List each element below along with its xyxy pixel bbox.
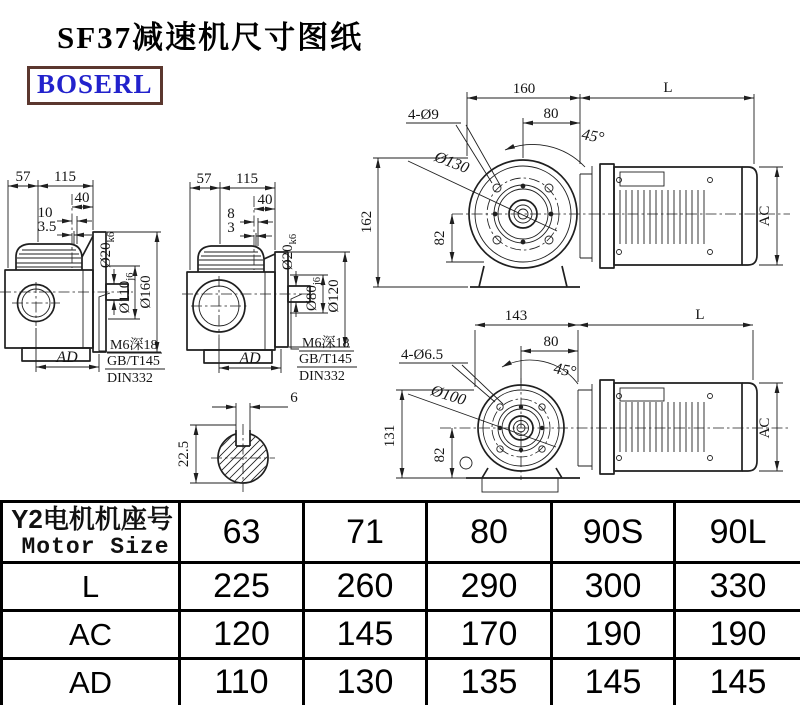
dim-40: 40 — [74, 190, 90, 206]
view-top-right — [359, 80, 790, 287]
table-row-L — [2, 563, 800, 611]
header-en: Motor Size — [21, 534, 170, 560]
row-label-L: L — [2, 563, 180, 611]
cell-AC-80: 170 — [427, 611, 552, 659]
dim-3-5: 3.5 — [37, 219, 57, 235]
cell-AD-90l: 145 — [675, 659, 800, 705]
dim-bolt-circle: Ø100 — [428, 382, 468, 410]
dim-bolt-circle: Ø130 — [431, 148, 472, 178]
dim-115: 115 — [236, 171, 258, 187]
view-middle-side — [182, 171, 357, 384]
cell-AC-63: 120 — [180, 611, 304, 659]
motor-size-table — [0, 500, 800, 705]
dim-40: 40 — [257, 192, 273, 208]
page-title: SF37减速机尺寸图纸 — [57, 20, 364, 55]
dim-143: 143 — [504, 308, 528, 324]
dim-160: 160 — [512, 81, 536, 97]
cell-AC-90s: 190 — [552, 611, 675, 659]
col-71: 71 — [304, 502, 427, 563]
dim-80: 80 — [543, 334, 559, 350]
view-left-side — [0, 169, 165, 386]
cell-L-80: 290 — [427, 563, 552, 611]
table-row-AC — [2, 611, 800, 659]
cell-AD-71: 130 — [304, 659, 427, 705]
cell-AC-71: 145 — [304, 611, 427, 659]
dim-ac: AC — [757, 205, 773, 227]
dim-angle: 45° — [552, 360, 578, 381]
note-std1: GB/T145 — [107, 354, 160, 369]
col-80: 80 — [427, 502, 552, 563]
row-label-AD: AD — [2, 659, 180, 705]
header-cn: Y2电机机座号 — [11, 504, 173, 534]
dim-131: 131 — [382, 424, 398, 448]
dim-shaft-dia: $Ø20_{k6}$ — [280, 233, 299, 271]
brand-logo: BOSERL — [27, 66, 163, 105]
row-label-AC: AC — [2, 611, 180, 659]
col-90s: 90S — [552, 502, 675, 563]
dim-angle: 45° — [580, 126, 606, 147]
view-shaft-section — [172, 390, 306, 496]
dim-L: L — [695, 307, 705, 323]
cell-L-90s: 300 — [552, 563, 675, 611]
dim-flange-dia: Ø160 — [138, 275, 154, 309]
dim-spigot-dia: $Ø110_{j6}$ — [117, 272, 136, 314]
cell-AC-90l: 190 — [675, 611, 800, 659]
note-std2: DIN332 — [299, 369, 345, 384]
header-motor-size — [2, 502, 180, 563]
view-bottom-right — [382, 307, 790, 492]
dim-key-width: 6 — [290, 390, 298, 406]
table-row-AD — [2, 659, 800, 705]
dim-82: 82 — [432, 447, 448, 463]
note-tap: M6深18 — [110, 338, 158, 353]
dim-ad: AD — [239, 350, 261, 367]
cell-L-90l: 330 — [675, 563, 800, 611]
cell-L-71: 260 — [304, 563, 427, 611]
cell-L-63: 225 — [180, 563, 304, 611]
note-std2: DIN332 — [107, 371, 153, 386]
cell-AD-90s: 145 — [552, 659, 675, 705]
dim-82: 82 — [432, 230, 448, 246]
dim-8: 8 — [227, 206, 235, 222]
col-90l: 90L — [675, 502, 800, 563]
note-std1: GB/T145 — [299, 352, 352, 367]
dim-80: 80 — [543, 106, 559, 122]
dim-162: 162 — [359, 210, 375, 234]
dim-10: 10 — [37, 205, 53, 221]
dim-ad: AD — [56, 349, 78, 366]
cell-AD-80: 135 — [427, 659, 552, 705]
dim-3: 3 — [227, 220, 235, 236]
dim-ac: AC — [757, 417, 773, 439]
dim-flange-dia: Ø120 — [326, 279, 342, 313]
dim-57: 57 — [15, 169, 31, 185]
dim-holes: 4-Ø6.5 — [401, 347, 444, 363]
cell-AD-63: 110 — [180, 659, 304, 705]
dim-shaft-dia: $Ø20_{k6}$ — [98, 231, 117, 269]
col-63: 63 — [180, 502, 304, 563]
dim-holes: 4-Ø9 — [408, 107, 439, 123]
dim-spigot-dia: $Ø80_{j6}$ — [304, 276, 323, 312]
dim-115: 115 — [54, 169, 76, 185]
note-tap: M6深18 — [302, 336, 350, 351]
dim-L: L — [663, 80, 673, 96]
table-header-row — [2, 502, 800, 563]
dim-57: 57 — [196, 171, 212, 187]
dim-key-height: 22.5 — [176, 440, 192, 468]
